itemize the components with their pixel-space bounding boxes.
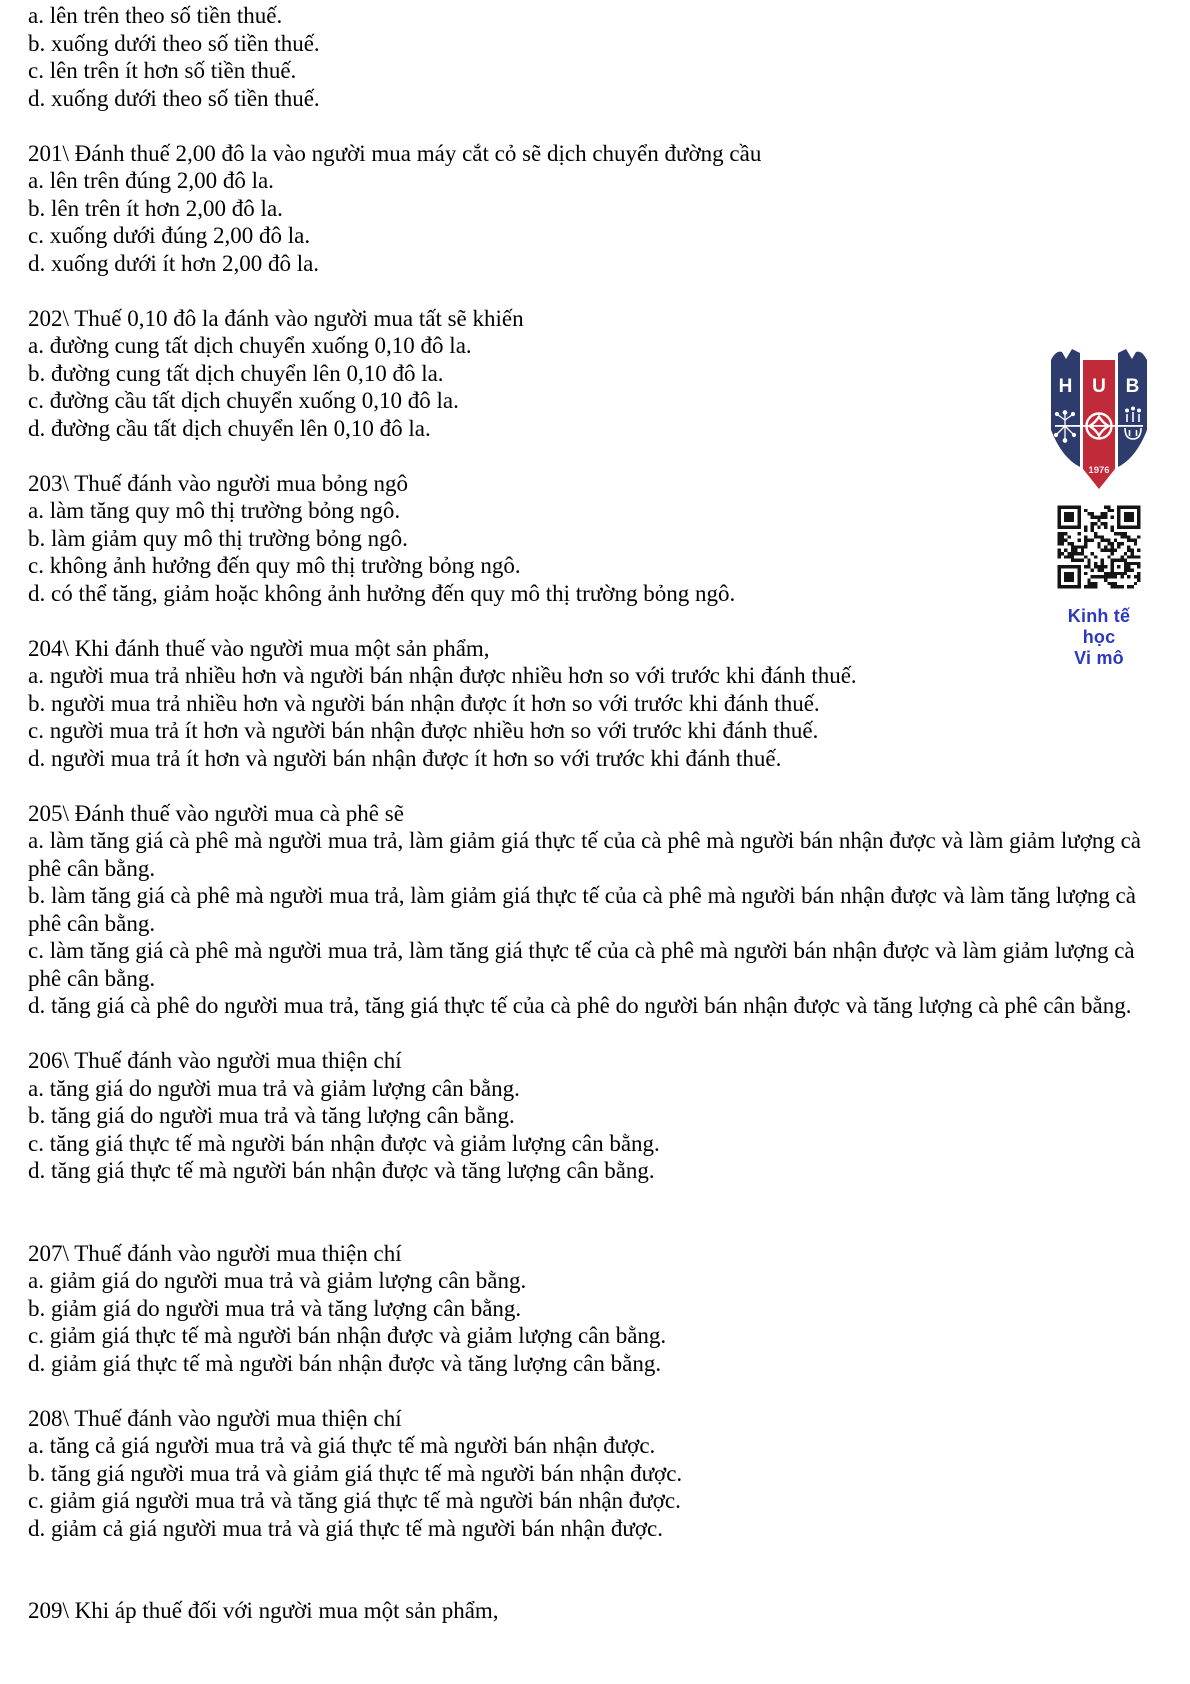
branding-block — [1050, 346, 1148, 669]
answer-option: a. lên trên theo số tiền thuế. — [28, 3, 283, 28]
qr-caption-line2: Vi mô — [1074, 648, 1124, 668]
answer-option: a. lên trên đúng 2,00 đô la. — [28, 168, 274, 193]
question-heading: 206\ Thuế đánh vào người mua thiện chí — [28, 1048, 402, 1073]
answer-option: d. tăng giá thực tế mà người bán nhận được và tăng lượng cân bằng. — [28, 1158, 655, 1183]
logo-band-line — [1055, 425, 1143, 427]
hub-shield-logo — [1051, 346, 1147, 490]
qr-caption-line1: Kinh tế học — [1067, 606, 1131, 647]
answer-option: b. lên trên ít hơn 2,00 đô la. — [28, 195, 283, 221]
answer-option: b. xuống dưới theo số tiền thuế. — [28, 30, 320, 56]
question-heading: 207\ Thuế đánh vào người mua thiện chí — [28, 1240, 402, 1266]
answer-option: b. đường cung tất dịch chuyển lên 0,10 đô la. — [28, 360, 444, 386]
answer-option: a. làm tăng quy mô thị trường bỏng ngô. — [28, 498, 401, 523]
logo-letter-h: H — [1058, 376, 1073, 397]
answer-option: a. làm tăng giá cà phê mà người mua trả, làm giảm giá thực tế của cà phê mà người bán nhận được và làm giảm lượng cà phê cân bằng. — [28, 828, 1142, 881]
answer-option: d. đường cầu tất dịch chuyển lên 0,10 đô la. — [28, 415, 431, 441]
answer-option: c. tăng giá thực tế mà người bán nhận được và giảm lượng cân bằng. — [28, 1130, 660, 1156]
answer-option: d. xuống dưới theo số tiền thuế. — [28, 85, 320, 111]
answer-option: a. tăng giá do người mua trả và giảm lượng cân bằng. — [28, 1075, 520, 1101]
answer-option: c. xuống dưới đúng 2,00 đô la. — [28, 223, 311, 248]
question-heading: 203\ Thuế đánh vào người mua bỏng ngô — [28, 470, 409, 496]
answer-option: d. giảm cả giá người mua trả và giá thực tế mà người bán nhận được. — [28, 1515, 663, 1541]
answer-option: c. giảm giá thực tế mà người bán nhận được và giảm lượng cân bằng. — [28, 1323, 667, 1348]
answer-option: a. tăng cả giá người mua trả và giá thực tế mà người bán nhận được. — [28, 1433, 656, 1458]
answer-option: c. người mua trả ít hơn và người bán nhận được nhiều hơn so với trước khi đánh thuế. — [28, 718, 819, 743]
logo-year: 1976 — [1088, 465, 1110, 476]
answer-option: d. tăng giá cà phê do người mua trả, tăng giá thực tế của cà phê do người bán nhận được và tăng lượng cà phê cân bằng. — [28, 993, 1132, 1018]
question-heading: 202\ Thuế 0,10 đô la đánh vào người mua tất sẽ khiến — [28, 305, 524, 331]
question-heading: 205\ Đánh thuế vào người mua cà phê sẽ — [28, 800, 404, 826]
question-heading: 204\ Khi đánh thuế vào người mua một sản phẩm, — [28, 635, 490, 661]
answer-option: c. không ảnh hưởng đến quy mô thị trường bỏng ngô. — [28, 553, 521, 578]
answer-option: a. giảm giá do người mua trả và giảm lượng cân bằng. — [28, 1268, 527, 1293]
answer-option: a. đường cung tất dịch chuyển xuống 0,10 đô la. — [28, 333, 472, 358]
answer-option: c. làm tăng giá cà phê mà người mua trả, làm tăng giá thực tế của cà phê mà người bán nhận được và làm giảm lượng cà phê cân bằng. — [28, 938, 1135, 991]
logo-letter-u: U — [1092, 376, 1106, 397]
answer-option: a. người mua trả nhiều hơn và người bán nhận được nhiều hơn so với trước khi đánh thuế. — [28, 663, 857, 688]
qr-caption — [1050, 606, 1148, 669]
answer-option: b. giảm giá do người mua trả và tăng lượng cân bằng. — [28, 1295, 522, 1321]
question-heading: 201\ Đánh thuế 2,00 đô la vào người mua máy cắt cỏ sẽ dịch chuyển đường cầu — [28, 140, 762, 166]
question-heading: 209\ Khi áp thuế đối với người mua một sản phẩm, — [28, 1598, 499, 1623]
answer-option: b. người mua trả nhiều hơn và người bán nhận được ít hơn so với trước khi đánh thuế. — [28, 690, 820, 716]
answer-option: b. làm giảm quy mô thị trường bỏng ngô. — [28, 525, 408, 551]
answer-option: c. đường cầu tất dịch chuyển xuống 0,10 đô la. — [28, 388, 459, 413]
quiz-document — [28, 2, 1160, 1625]
qr-code-icon — [1051, 499, 1147, 595]
answer-option: b. làm tăng giá cà phê mà người mua trả, làm giảm giá thực tế của cà phê mà người bán nhận được và làm tăng lượng cà phê cân bằng. — [28, 883, 1136, 936]
answer-option: d. xuống dưới ít hơn 2,00 đô la. — [28, 250, 320, 276]
answer-option: b. tăng giá người mua trả và giảm giá thực tế mà người bán nhận được. — [28, 1460, 683, 1486]
answer-option: d. người mua trả ít hơn và người bán nhận được ít hơn so với trước khi đánh thuế. — [28, 745, 782, 771]
answer-option: c. giảm giá người mua trả và tăng giá thực tế mà người bán nhận được. — [28, 1488, 681, 1513]
question-heading: 208\ Thuế đánh vào người mua thiện chí — [28, 1405, 402, 1431]
logo-letter-b: B — [1125, 376, 1140, 397]
answer-option: b. tăng giá do người mua trả và tăng lượng cân bằng. — [28, 1103, 515, 1128]
logo-left-wing — [1051, 349, 1080, 467]
answer-option: c. lên trên ít hơn số tiền thuế. — [28, 58, 297, 83]
answer-option: d. giảm giá thực tế mà người bán nhận được và tăng lượng cân bằng. — [28, 1350, 662, 1376]
answer-option: d. có thể tăng, giảm hoặc không ảnh hưởng đến quy mô thị trường bỏng ngô. — [28, 580, 736, 606]
